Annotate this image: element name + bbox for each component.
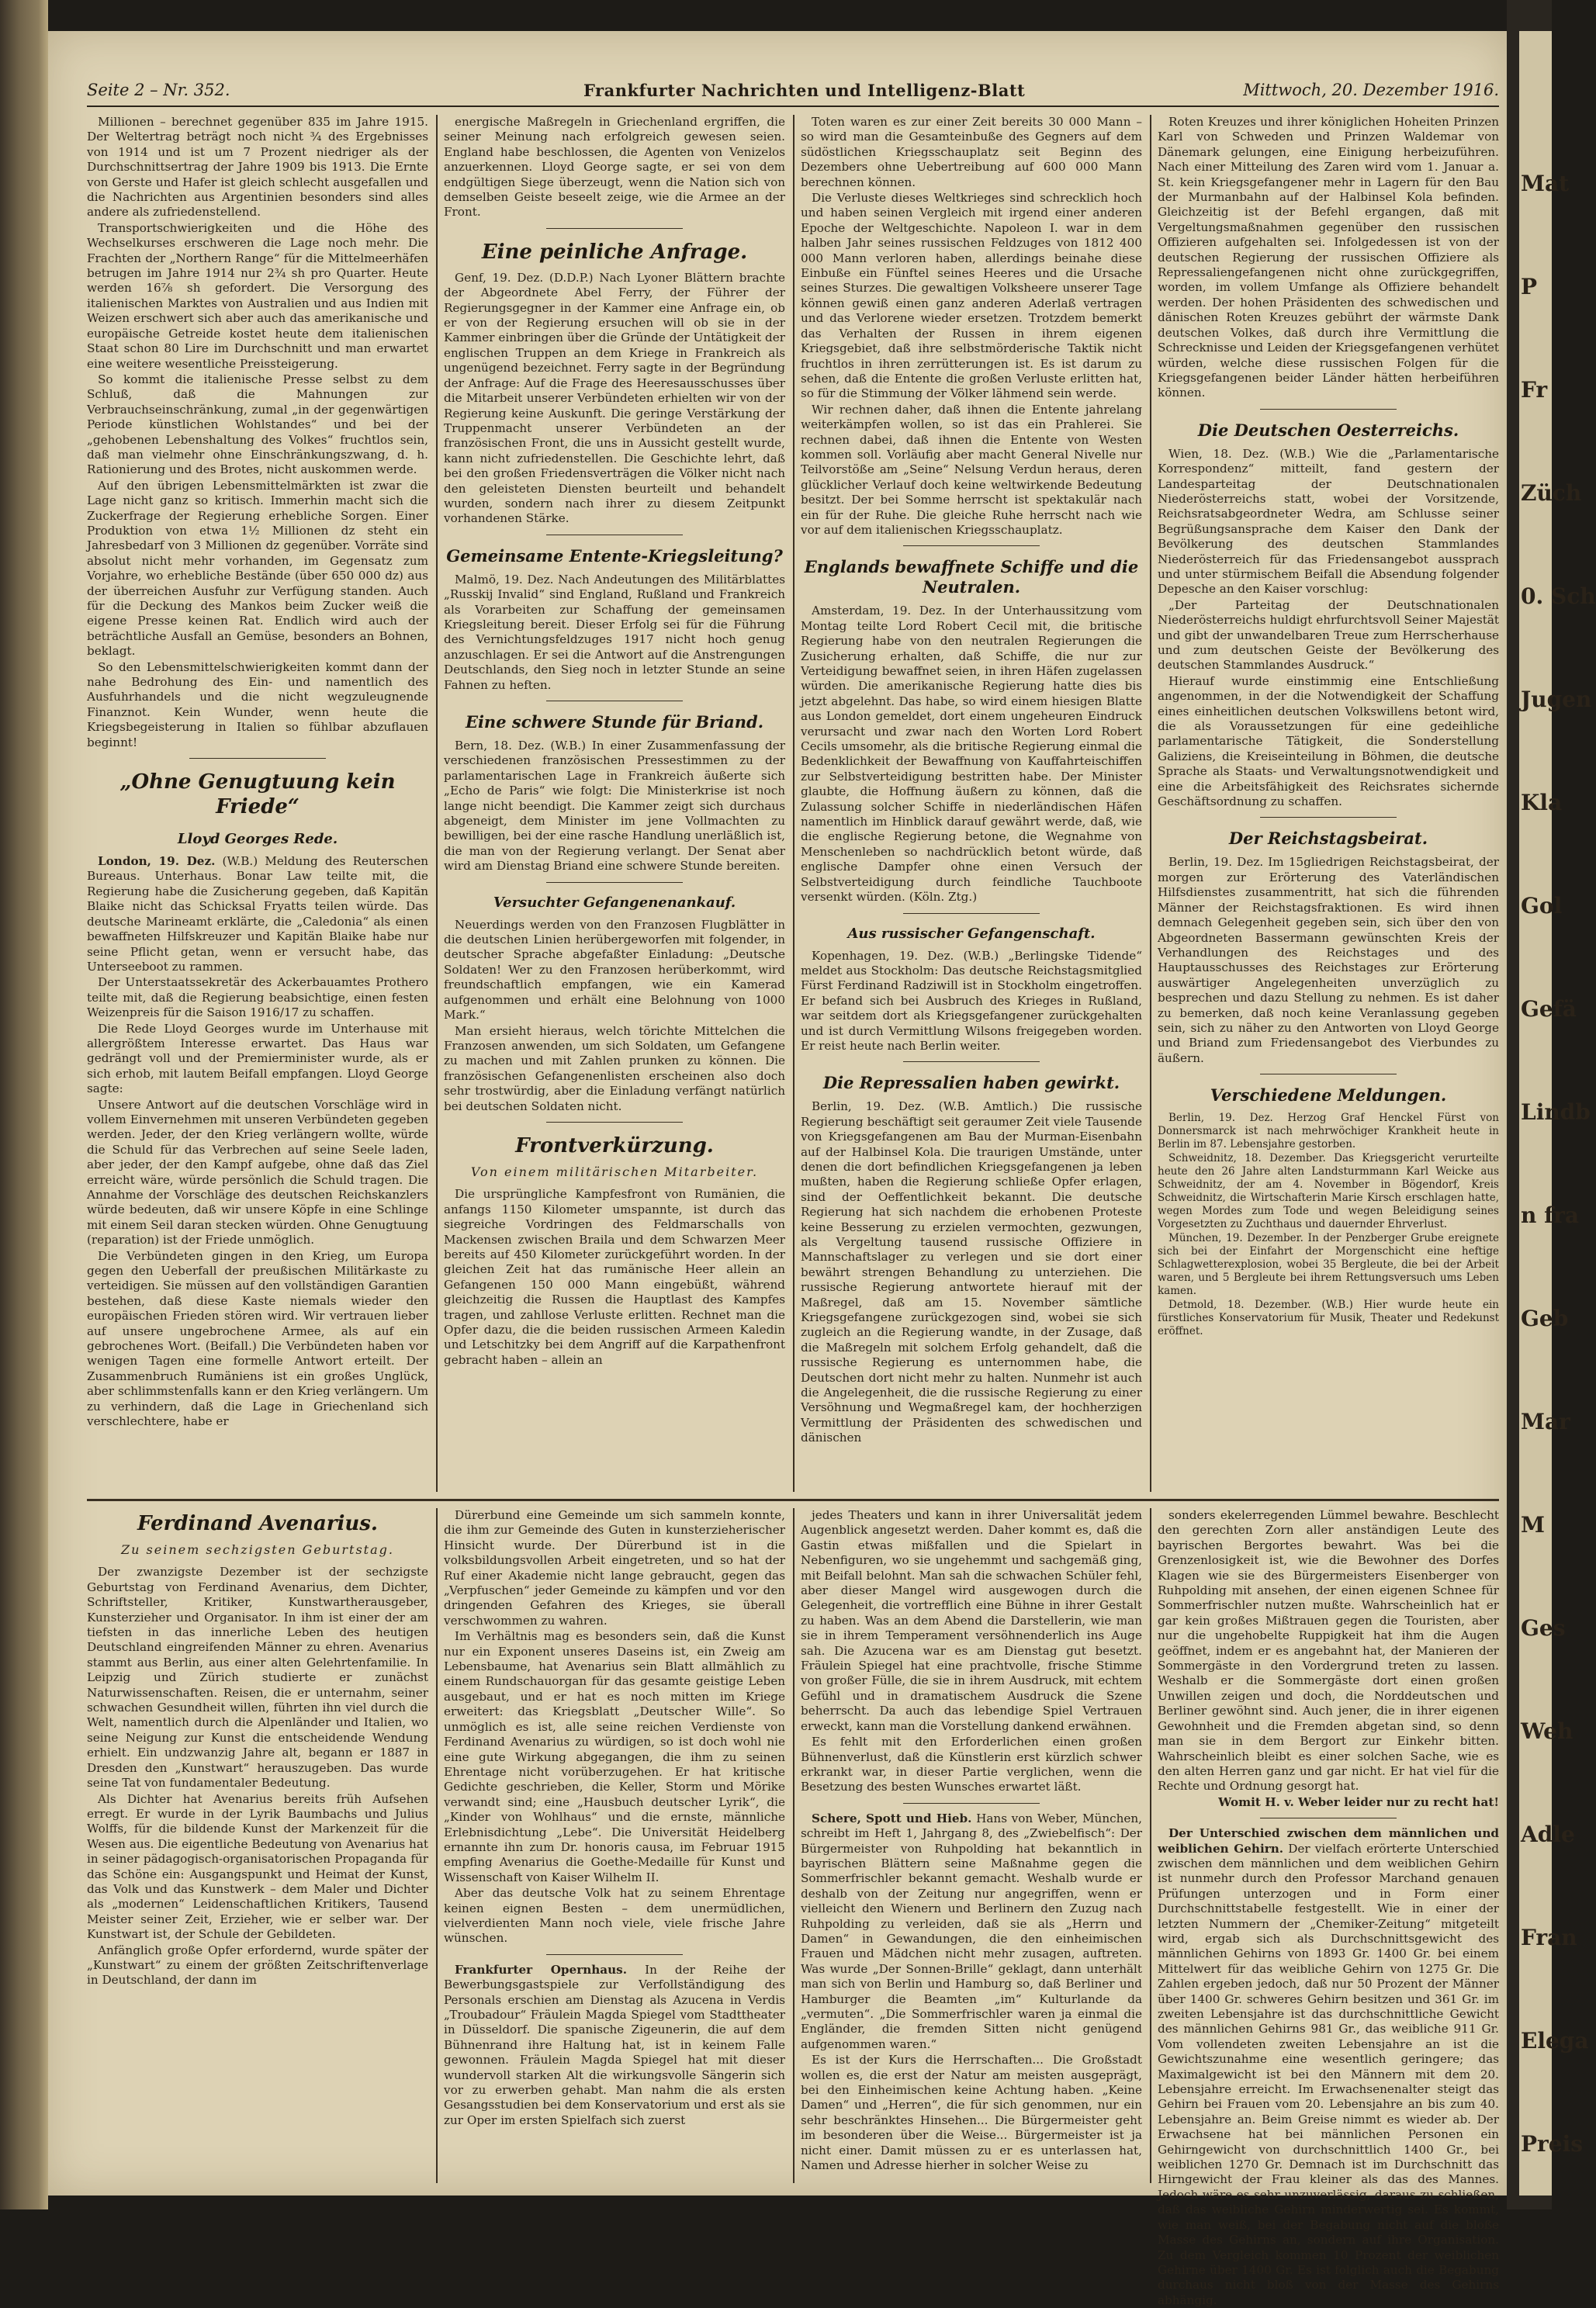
news-brief: München, 19. Dezember. In der Penzberger Grube ereignete sich bei der Einfahrt der Morgenschicht eine heftige Schlagwetterexplosion, wobei 35 Bergleute, die bei der Arbeit waren, und 5 Bergleute bei ihrem Rettungsversuch ums Leben kamen. [1158,1232,1499,1298]
headline-briand: Eine schwere Stunde für Briand. [465,712,764,732]
adjacent-page-text: P [1521,274,1538,299]
feuilleton-column-1 [87,1508,428,2183]
headline-entente: Gemeinsame Entente-Kriegsleitung? [446,545,783,566]
adjacent-page-text: n fra [1521,1202,1580,1228]
article-paragraph: Es fehlt mit den Erforderlichen einen großen Bühnenverlust, daß die Künstlerin erst kürzlich schwer erkrankt war, in dieser Partie verglichen, wenn die Besetzung des besten Wunsches erwartet läßt. [801,1735,1142,1794]
adjacent-page-fragment [1519,31,1596,2196]
article-paragraph: Im Verhältnis mag es besonders sein, daß die Kunst nur ein Exponent unseres Daseins ist, ein Zweig am Lebensbaume, hat Avenarius sein Blatt allmählich zu einem Rundschauorgan für das gesamte geistige Leben ausgebaut, und er hat es noch mitten im Kriege erweitert: das Kriegsblatt „Deutscher Wille“. So unmöglich es ist, alle seine reichen Verdienste von Ferdinand Avenarius zu würdigen, so ist doch wohl nie eine gute Wirkung abgegangen, die ihm zu seinen Ehrentage nicht vorüberzugehen. Er hat kritische Gedichte geschrieben, die Keller, Storm und Mörike verwandt sind; eine „Hausbuch deutscher Lyrik“, die „Kinder von Wohlhaus“ und die ernste, männliche Erlebnisdichtung „Lebe“. Die Universität Heidelberg ernannte ihn zum Dr. honoris causa, im Februar 1915 empfing Avenarius die Goethe-Medaille für Kunst und Wissenschaft von Kaiser Wilhelm II. [444,1629,785,1884]
news-brief: Berlin, 19. Dez. Herzog Graf Henckel Fürst von Donnersmarck ist nach mehrwöchiger Krankheit heute in Berlin im 87. Lebensjahre gestorben. [1158,1112,1499,1151]
section-divider [189,758,326,759]
left-binding-edge [0,0,48,2209]
adjacent-page-text: Preis [1521,2131,1584,2157]
article-paragraph: Millionen – berechnet gegenüber 835 im Jahre 1915. Der Weltertrag beträgt noch nicht ¾ des Ergebnisses von 1914 und ist um 7 Prozent niedriger als der Durchschnittsertrag der Jahre 1909 bis 1913. Die Ernte von Gerste und Hafer ist gleich schlecht ausgefallen und die Nachrichten aus Argentinien besonders sind alles andere als zufriedenstellend. [87,115,428,220]
article-paragraph: Aber das deutsche Volk hat zu seinem Ehrentage keinen eignen Besten – dem unermüdlichen, vielverdienten Mann noch viele, viele frische Jahre wünschen. [444,1886,785,1946]
section-divider [1260,409,1397,410]
headline-verschiedene-meldungen: Verschiedene Meldungen. [1210,1085,1447,1106]
section-divider [903,913,1040,914]
column-rule [793,115,795,1492]
section-divider [903,1061,1040,1062]
article-paragraph: Transportschwierigkeiten und die Höhe des Wechselkurses erschweren die Lage noch mehr. Die Frachten der „Northern Range“ für die Mittelmeerhäfen betrugen im Jahre 1914 nur 2¾ sh pro Quarter. Heute werden 16⅞ sh gefordert. Die Versorgung des italienischen Marktes von Australien und aus Indien mit Weizen erschwert sich aber auch das amerikanische und europäische Getreide kostet heute dem italienischen Staat schon 80 Lire im Durchschnitt und man erwartet eine weitere wesentliche Preissteigerung. [87,220,428,371]
adjacent-page-text: Züch [1521,480,1582,506]
article-paragraph: Auf den übrigen Lebensmittelmärkten ist zwar die Lage nicht ganz so kritisch. Immerhin macht sich die Zuckerfrage der Regierung erhebliche Sorgen. Einer Produktion von etwa 1½ Millionen dz steht ein Jahresbedarf von 3 Millionen dz gegenüber. Vorräte sind absolut nicht mehr vorhanden, im Gegensatz zum Vorjahre, wo erhebliche Bestände (über 650 000 dz) aus der überreichen Ausfuhr zur Verfügung standen. Auch für die Deckung des Mankos beim Zucker weiß die eigene Presse keinen Rat. Endlich wird auch der beträchtliche Ausfall an Gemüse, besonders an Bohnen, beklagt. [87,478,428,659]
section-divider [546,1122,683,1123]
article-paragraph: Schere, Spott und Hieb. Hans von Weber, München, schreibt im Heft 1, Jahrgang 8, des „Zwiebelfisch“: Der Bürgermeister von Ruhpolding hat bekanntlich in bayrischen Blättern seine Maßnahme gegen die Sommerfrischler bekannt gemacht. Weshalb wurde er deshalb von der Zeitung nur angegriffen, wenn er vielleicht den Wienern und Berlinern den Zuzug nach Ruhpolding zu verleiden, daß sie als „Herrn und Damen“ in Gewandungen, die den einheimischen Frauen und Mädchen nicht mehr zusagen, auftreten. Was wurde „Der Sonnen-Brille“ geklagt, dann unterhält man sich von Berlin und Hamburg so, daß Berliner und Hamburger die Beamten „im“ Kulturlande da „vermuten“. „Die Sommerfrischler waren ja einmal die Engländer, die fremden Sitten nicht genügend aufgenommen waren.“ [801,1811,1143,2051]
article-paragraph: sonders ekelerregenden Lümmel bewahre. Beschlecht den gerechten Zorn aller anständigen Leute des bayrischen Bergortes bewahrt. Was bei die Grenzenlosigkeit ist, wie die Bewohner des Dorfes Klagen wie sie des Bürgermeisters Eisenberger von Ruhpolding mit ansehen, der einen eigenen Schnee für Sommerfrischler nutzen mußte. Wahrscheinlich hat er gar kein großes Mißtrauen gegen die Touristen, aber nur die ungehobelte Ruppigkeit hat ihm die Augen geöffnet, indem er es angebahnt hat, der Manieren der Sommergäste in den Vordergrund treten zu lassen. Weshalb er die Sommergäste dort einen großen Unwillen zeigen und doch, die Norddeutschen und Berliner gewöhnt sind. Auch jener, die in ihrer eigenen Gewohnheit und die Fremden abgetan sind, so denn man sie in dem Bergort zur Einkehr bitten. Wahrscheinlich bleibt es einer solchen Sache, wie es den alten Herren ganz und gar nicht. Er hat viel für die Rechte und Ordnung gesorgt hat. [1158,1508,1499,1794]
article-paragraph: Malmö, 19. Dez. Nach Andeutungen des Militärblattes „Russkij Invalid“ sind England, Rußland und Frankreich als Vorarbeiten zur Schaffung der gemeinsamen Kriegsleitung bereit. Dieser Erfolg sei für die Führung des Vernichtungsfeldzuges 1917 nicht hoch genug anzuschlagen. Er sei die Antwort auf die Anstrengungen Deutschlands, den Sieg noch in letzter Stunde an seine Fahnen zu heften. [444,572,785,692]
adjacent-page-text: Gol [1521,893,1563,919]
article-paragraph: Anfänglich große Opfer erfordernd, wurde später der „Kunstwart“ zu einem der größten Zeitschriftenverlage in Deutschland, der dann im [87,1943,428,1988]
article-paragraph: Toten waren es zur einer Zeit bereits 30 000 Mann – so wird man die Gesamteinbuße des Gegners auf dem südöstlichen Kriegsschauplatz seit Beginn des Dezembers ohne Uebertreibung auf 600 000 Mann berechnen können. [801,115,1142,189]
page-number: Seite 2 – Nr. 352. [87,81,230,99]
adjacent-page-text: Weh [1521,1718,1573,1744]
adjacent-page-text: Geb [1521,1306,1569,1331]
adjacent-page-text: Mat [1521,171,1570,196]
article-paragraph: So den Lebensmittelschwierigkeiten kommt dann der nahe Bedrohung des Ein- und namentlich des Ausfuhrhandels und die nicht wegzuleugnende Finanznot. Kein Wunder, wenn heute die Kriegsbegeisterung in Italien so fühlbar abzuflauen beginnt! [87,659,428,749]
article-paragraph: Berlin, 19. Dez. Im 15gliedrigen Reichstagsbeirat, der morgen zur Erörterung des Vaterländischen Hilfsdienstes zusammentritt, hat sich die führenden Männer der Reichstagsfraktionen. Es wird ihnen demnach Gelegenheit gegeben sein, sich über den von Abgeordneten Bassermann gewünschten Kreis der Verhandlungen des Reichstages und des Hauptausschusses des Reichstages zur Erörterung auswärtiger Angelegenheiten unverzüglich zu besprechen und dazu Stellung zu nehmen. Es ist daher zu bemerken, daß noch keine Veranlassung gegeben sein, sich zu näher zu den Antworten von Lloyd George und Briand zum Friedensangebot des Vierbundes zu äußern. [1158,855,1499,1065]
column-rule [436,115,438,1492]
article-paragraph: Berlin, 19. Dez. (W.B. Amtlich.) Die russische Regierung beschäftigt seit geraumer Zeit viele Tausende von Kriegsgefangenen am Bau der Murman-Eisenbahn auf der Halbinsel Kola. Die traurigen Umstände, unter denen die dort befindlichen Kriegsgefangenen ja leben mußten, haben die Regierung schließe Opfer erlagen, sind der Oeffentlichkeit bekannt. Die deutsche Regierung hat sich nachdem die erhobenen Proteste keine Besserung zu erzielen vermochten, gezwungen, als Vergeltung tausend russische Offiziere in Mannschaftslager zu verlegen und sie dort einer bewährt strengen Behandlung zu unterziehen. Die russische Regierung antwortete hierauf mit der Maßregel, daß am 15. November sämtliche Kriegsgefangene zurückgezogen sind, wobei sie sich zugleich an die Regierung wandte, in der Zusage, daß die Maßregeln mit solchem Erfolg gehandelt, daß die russische Regierung es unternommen habe, die Deutschen dort nicht mehr zu halten. Nunmehr ist auch die Angelegenheit, die die russische Regierung zu einer Versöhnung und Wegmaßregel kam, der hochherzigen Vermittlung der Präsidenten des schwedischen und dänischen [801,1099,1142,1445]
subheadline: Zu seinem sechzigsten Geburtstag. [121,1542,394,1557]
article-paragraph: Der zwanzigste Dezember ist der sechzigste Geburtstag von Ferdinand Avenarius, dem Dichter, Schriftsteller, Kritiker, Kunstwartherausgeber, Kunsterzieher und Organisator. In ihm ist einer der am tiefsten in das innerliche Leben des heutigen Deutschland eingreifenden Männer zu ehren. Avenarius stammt aus Berlin, aus einer alten Gelehrtenfamilie. In Leipzig und Zürich studierte er zunächst Naturwissenschaften. Reisen, die er unternahm, seiner schwachen Gesundheit willen, führten ihn viel durch die Welt, namentlich durch die Alpenländer und Italien, wo seine Neigung zur Kunst die entscheidende Wendung erhielt. Ein undzwanzig Jahre alt, begann er 1887 in Dresden den „Kunstwart“ herauszugeben. Das wurde seine Tat von fundamentaler Bedeutung. [87,1565,428,1791]
section-title: Frankfurter Opernhaus. [455,1962,628,1977]
article-paragraph: Als Dichter hat Avenarius bereits früh Aufsehen erregt. Er wurde in der Lyrik Baumbachs und Julius Wolffs, für die bildende Kunst der Markenzeit für die Wesen aus. Die eigentliche Bedeutung von Avenarius hat in seiner pädagogisch-organisatorischen Propaganda für das Schöne ein: Ausgangspunkt und Heimat der Kunst, das Volk und das Kunstwerk – dem Maler und Dichter als „modernen“ Leidenschaftlichen Kritikers, Tausend Meister seiner Zeit, Erzieher, wie er selber war. Der Kunstwart ist, der Schule der Gebildeten. [87,1791,428,1942]
adjacent-page-text: Elega [1521,2028,1589,2054]
section-divider [546,1954,683,1955]
article-paragraph: Der Unterstaatssekretär des Ackerbauamtes Prothero teilte mit, daß die Regierung beabsichtige, einen festen Weizenpreis für die Saison 1916/17 zu schaffen. [87,975,428,1020]
column-rule [793,1508,795,2183]
adjacent-page-text: Mar [1521,1409,1570,1434]
issue-date: Mittwoch, 20. Dezember 1916. [1243,81,1499,99]
article-paragraph: Dürerbund eine Gemeinde um sich sammeln konnte, die ihm zur Gemeinde des Guten in kunsterzieherischer Hinsicht wurde. Der Dürerbund ist in die volksbildungsvollen Arbeit eingetreten, und so hat der Ruf einer Akademie nicht lange gebraucht, gegen das „Verpfuschen“ jeder Gemeinde zu kämpfen und vor den dringenden Gefahren des Krieges, sie überall verschwommen zu wahren. [444,1508,785,1628]
headline-frontverkuerzung: Frontverkürzung. [515,1133,714,1157]
adjacent-page-text: Ges [1521,1615,1566,1641]
article-paragraph: jedes Theaters und kann in ihrer Universalität jedem Augenblick angesetzt werden. Daher kommt es, daß die Gastin etwas mißfallen und die Spielart in Nebenfiguren, wo sie ungehemmt und sachgemäß ging, mit Beifall belohnt. Man sah die schwachen Schüler fehl, aber dieser Mangel wird ausgewogen durch die Gelegenheit, die vortrefflich eine Bühne in ihrer Gestalt zu haben. Was an dem Abend die Darstellerin, wie man sie in ihrem Temperament versöhnenderlich ins Auge sah. Die Azucena war es am Dienstag gut besetzt. Fräulein Spiegel hat eine prachtvolle, frische Stimme von großer Fülle, die sie in ihrem Ausdruck, mit echtem Gefühl und in dramatischem Ausdruck die Szene beherrscht. Da auch das lebendige Spiel Vertrauen erweckt, kann man die Vorstellung dankend erwähnen. [801,1508,1143,1733]
news-brief: Schweidnitz, 18. Dezember. Das Kriegsgericht verurteilte heute den 26 Jahre alten Landsturmmann Karl Weicke aus Schweidnitz, der am 4. November in Bögendorf, Kreis Schweidnitz, die Wirtschafterin Marie Kirsch erschlagen hatte, wegen Mordes zum Tode und wegen Beleidigung seines Vorgesetzten zu Zuchthaus und dauernder Ehrverlust. [1158,1152,1499,1231]
article-paragraph: Der Unterschied zwischen dem männlichen und weiblichen Gehirn. Der vielfach erörterte Unterschied zwischen dem männlichen und dem weiblichen Gehirn ist nunmehr durch den Professor Marchand genauen Prüfungen unterzogen und in Form einer Durchschnittstabelle festgestellt. Wie in einer der letzten Nummern der „Chemiker-Zeitung“ mitgeteilt wird, ergab sich als Durchschnittsgewicht des männlichen Gehirns von 1893 Gr. 1400 Gr. bei einem Mittelwert für das weibliche Gehirn von 1275 Gr. Die Zahlen ergeben jedoch, daß nur 50 Prozent der Männer über 1400 Gr. schweres Gehirn besitzen und 361 Gr. im zweiten Lebensjahre ist das durchschnittliche Gewicht des männlichen Gehirns 981 Gr., das weibliche 911 Gr. Vom vollendeten zweiten Lebensjahre an ist die Gewichtszunahme eine wesentlich geringere; das Maximalgewicht ist bei den Männern mit dem 20. Lebensjahre erreicht. Im Erwachsenenalter steigt das Gehirn bei Frauen vom 20. Lebensjahre an bis zum 40. Lebensjahre an. Beim Greise nimmt es wieder ab. Der Erwachsene hat bei männlichen Personen ein Gehirngewicht von durchschnittlich 1400 Gr., bei weiblichen 1270 Gr. Demnach ist im Durchschnitt das Hirngewicht der Frau kleiner als das des Mannes. Jedoch wäre es sehr unzuverlässig, daraus zu schließen, daß das weibliche Gehirn minderwertig sei. Es kommt, wie man weiß, bei der Begabung nicht auf die bloße Masse des Gehirns an, sondern auf ihre Organisation. Zu dem Vergleich kommen 10 Prozent der weiblichen Gehirne über 1400 Gr. Es ist folglich auch die Begabung durchaus nicht bloß von der Masse des Gehirns abhängig. [1158,1826,1499,2307]
section-divider [903,545,1040,546]
article-paragraph: Frankfurter Opernhaus. In der Reihe der Bewerbungsgastspiele zur Verfollständigung des Personals erschien am Dienstag als Azucena in Verdis „Troubadour“ Fräulein Magda Spiegel vom Stadttheater in Düsseldorf. Die spanische Zigeunerin, die auf dem Bühnenrand ihre Haltung hat, ist in keinem Falle gewonnen. Fräulein Magda Spiegel hat mit dieser wundervoll starken Alt die wirkungsvolle Sängerin sich vor zu erwerben gehabt. Man nahm die als ersten Gesangsstudien bei dem Konservatorium und erst als sie zur Oper im ersten Spielfach sich zuerst [444,1962,785,2127]
article-paragraph: Man ersieht hieraus, welch törichte Mittelchen die Franzosen anwenden, um sich Soldaten, um Gefangene zu machen und mit Zahlen prunken zu können. Die französischen Gefangenenlisten erscheinen also doch sehr trostwürdig, aber die Einladung verfängt natürlich bei deutschen Soldaten nicht. [444,1023,785,1113]
feuilleton-column-2 [444,1508,785,2183]
closing-remark: Womit H. v. Weber leider nur zu recht hat! [1218,1794,1499,1809]
section-divider [1260,817,1397,818]
article-paragraph: Kopenhagen, 19. Dez. (W.B.) „Berlingske Tidende“ meldet aus Stockholm: Das deutsche Reichstagsmitglied Fürst Ferdinand Radziwill ist in Stockholm eingetroffen. Er befand sich bei Ausbruch des Krieges in Rußland, war seitdem dort als Kriegsgefangener zurückgehalten und ist durch Vermittlung Wilsons freigegeben worden. Er reist heute nach Berlin weiter. [801,948,1142,1053]
headline-lloyd-george: „Ohne Genugtuung kein Friede“ [119,770,396,819]
headline-reichstagsbeirat: Der Reichstagsbeirat. [1228,829,1428,849]
article-paragraph: Die Rede Lloyd Georges wurde im Unterhause mit allergrößtem Interesse erwartet. Das Haus war gedrängt voll und der Premierminister wurde, als er sich erhob, mit lautem Beifall empfangen. Lloyd George sagte: [87,1021,428,1096]
article-paragraph: Neuerdings werden von den Franzosen Flugblätter in die deutschen Linien herübergeworfen mit folgender, in deutscher Sprache abgefaßter Einladung: „Deutsche Soldaten! Wer zu den Franzosen herüberkommt, wird freundschaftlich empfangen, wie ein Kamerad aufgenommen und erhält eine Belohnung von 1000 Mark.“ [444,917,785,1023]
article-paragraph: Die Verluste dieses Weltkrieges sind schrecklich hoch und haben seinen Vergleich mit irgend einer anderen Epoche der Weltgeschichte. Napoleon I. war in dem halben Jahr seines russischen Feldzuges von 1812 400 000 Mann verloren haben, allerdings beinahe diese Einbuße ein Fünftel seines Heeres und die Ursache seines Sturzes. Die gewaltigen Volksheere unserer Tage können gewiß einen ganz anderen Aderlaß vertragen und das Verlorene wieder ersetzen. Trotzdem bemerkt das Verhalten der Russen in ihrem eigenen Kriegsgebiet, daß ihre selbstmörderische Taktik nicht fruchtlos in ihren zerrütterungen ist. Es ist darum zu sehen, daß die Entente die großen Verluste erlitten hat, so für die Stimmung der Völker lähmend sein werde. [801,191,1142,401]
adjacent-page-text: M [1521,1512,1545,1538]
article-paragraph: Wir rechnen daher, daß ihnen die Entente jahrelang weiterkämpfen wollen, so ist das ein Prahlerei. Sie rechnen dabei, daß ihnen die Entente von Westen kommen soll. Vorläufig aber macht General Nivelle nur Teilvorstöße am „Seine“ Nelsung Verdun heraus, deren glücklicher Verlauf doch keine weltwirkende Bedeutung besitzt. Der bei Somme herrscht ist spektakulär nach ein für der Ruhe. Die gleiche Ruhe herrscht nach wie vor auf dem italienischen Kriegsschauplatz. [801,402,1142,537]
feuilleton-divider [87,1499,1499,1501]
column-2 [444,115,785,1492]
article-paragraph: Amsterdam, 19. Dez. In der Unterhaussitzung vom Montag teilte Lord Robert Cecil mit, die britische Regierung habe von den neutralen Regierungen die Zusicherung erhalten, daß Schiffe, die nur zur Verteidigung bewaffnet seien, in ihren Häfen zugelassen würden. Die amerikanische Regierung hatte dies bis jetzt abgelehnt. Das habe, so wird einem hiesigen Blatte aus London gemeldet, dort einem ungeheuren Eindruck verursacht und zwar nach den Worten Lord Robert Cecils umsomehr, als die britische Regierung einmal die Bedenklichkeit der Bewaffnung von Kauffahrteischiffen zur Selbstverteidigung bestritten habe. Der Minister glaubte, die Hoffnung äußern zu können, daß die Zulassung solcher Schiffe in niederländischen Häfen namentlich im Hinblick darauf gewährt werde, daß, wie die englische Regierung betone, die Wegnahme von Menschenleben so nachdrücklich betont würde, daß englische Dampfer ohne einen Versuch der Selbstverteidigung durch feindliche Tauchboote versenkt würden. (Köln. Ztg.) [801,604,1142,905]
article-paragraph: Roten Kreuzes und ihrer königlichen Hoheiten Prinzen Karl von Schweden und Prinzen Waldemar von Dänemark gelungen, eine Einigung herbeizuführen. Nach einer Mitteilung des Zaren wird vom 1. Januar a. St. kein Kriegsgefangener mehr in Lagern für den Bau der Murmanbahn auf der Halbinsel Kola befinden. Gleichzeitig ist der Befehl ergangen, daß mit Vergeltungsmaßnahmen gegenüber den russischen Offizieren aufgehalten sei. Infolgedessen ist von der deutschen Regierung der russischen Offiziere als Repressaliengefangenen nicht ohne zurückgegriffen, worden, im vollem Umfange als Offiziere behandelt werden. Der hohen Präsidenten des schwedischen und dänischen Roten Kreuzes gebührt der wärmste Dank deutschen Volkes, daß durch ihre Vermittlung die Schrecknisse und Leiden der Kriegsgefangenen verhütet würden, welche diese russischen Folgen für die Kriegsgefangenen beider Länder hätten herbeiführen können. [1158,115,1499,400]
adjacent-page-text: 0. Sch [1521,583,1596,609]
headline-avenarius: Ferdinand Avenarius. [137,1512,378,1535]
news-brief: Detmold, 18. Dezember. (W.B.) Hier wurde heute ein fürstliches Konservatorium für Musik, Theater und Redekunst eröffnet. [1158,1299,1499,1338]
article-paragraph: Bern, 18. Dez. (W.B.) In einer Zusammenfassung der verschiedenen französischen Pressestimmen zu der parlamentarischen Lage in Frankreich äußerte sich „Echo de Paris“ wie folgt: Die Ministerkrise ist noch lange nicht beendigt. Die Kammer zeigt sich durchaus abgeneigt, dem Minister im jene Vollmachten zu bewilligen, bei der eine rasche Handlung unerläßlich ist, die man von der Regierung verlangt. Der Senat aber wird am Dienstag Briand eine schwere Stunde bereiten. [444,739,785,874]
section-divider [546,882,683,883]
section-divider [903,1803,1040,1804]
article-paragraph: Genf, 19. Dez. (D.D.P.) Nach Lyoner Blättern brachte der Abgeordnete Abel Ferry, der Führer der Regierungsgegner in der Kammer eine Anfrage ein, ob er von der Regierung ersuchen will ob sie in der Kammer einbringen über die Gründe der Untätigkeit der englischen Truppen an dem Kriege in Frankreich als ungenügend bezeichnet. Ferry sagte in der Begründung der Anfrage: Auf die Frage des Heeresausschusses über die Mitarbeit unserer Verbündeten erhielten wir von der Regierung keine Auskunft. Die geringe Verstärkung der Truppenmacht unserer Verbündeten an der französischen Front, die uns in Aussicht gestellt wurde, kann nicht zufriedenstellen. Die Geschichte lehrt, daß bei den großen Friedensverträgen die Völker nicht nach den geleisteten Diensten beurteilt und behandelt wurden, sondern nach ihrer zu diesem Zeitpunkt vorhandenen Stärke. [444,270,785,526]
masthead-title: Frankfurter Nachrichten und Intelligenz-Blatt [583,81,1026,100]
adjacent-page-text: Adle [1521,1822,1575,1847]
section-title: Der Unterschied zwischen dem männlichen und weiblichen Gehirn. [1158,1826,1499,1856]
article-paragraph: London, 19. Dez. (W.B.) Meldung des Reuterschen Bureaus. Unterhaus. Bonar Law teilte mit, die Regierung habe die Zusicherung gegeben, daß Kapitän Blaike nicht das Schicksal Fryatts teilen würde. Das deutsche Marineamt erklärte, die „Caledonia“ als einen bewaffneten Hilfskreuzer und Kapitän Blaike habe nur seine Pflicht getan, wenn er versucht habe, das Unterseeboot zu rammen. [87,854,428,974]
column-rule [436,1508,438,2183]
article-paragraph: Die Verbündeten gingen in den Krieg, um Europa gegen den Ueberfall der preußischen Militärkaste zu verteidigen. Sie müssen auf den vollständigen Garantien bestehen, daß diese Kaste niemals wieder den europäischen Frieden stören wird. Wir vertrauen lieber auf unsere ungebrochene Armee, als auf ein gebrochenes Wort. (Beifall.) Die Verbündeten haben vor wenigen Tagen eine formelle Antwort erteilt. Der Zusammenbruch Rumäniens ist ein großes Unglück, aber schlimmstenfalls kann er den Krieg verlängern. Um zu verhindern, daß die Lage in Griechenland sich verschlechtere, habe er [87,1248,428,1429]
headline-anfrage: Eine peinliche Anfrage. [481,240,748,264]
byline: Von einem militärischen Mitarbeiter. [470,1164,759,1179]
section-title: Schere, Spott und Hieb. [812,1811,972,1825]
article-paragraph: Unsere Antwort auf die deutschen Vorschläge wird in vollem Einvernehmen mit unseren Verbündeten gegeben werden. Jeder, der den Krieg verlängern wollte, würde die Schuld für das Verbrechen auf seine Seele laden, aber jeder, der den Kampf aufgebe, ohne daß das Ziel erreicht wäre, würde persönlich die Schuld tragen. Die Annahme der Vorschläge des deutschen Reichskanzlers würde bedeuten, daß wir unsere Köpfe in eine Schlinge mit einem Seil daran stecken würden. Ohne Genugtuung (reparation) ist der Friede unmöglich. [87,1097,428,1247]
article-paragraph: Wien, 18. Dez. (W.B.) Wie die „Parlamentarische Korrespondenz“ mitteilt, fand gestern der Landesparteitag der Deutschnationalen Niederösterreichs statt, wobei der Vorsitzende, Reichsratsabgeordneter Wedra, am Schlusse seiner Begrüßungsansprache dem Kaiser den Dank der Bevölkerung des deutschen Stammlandes Niederösterreich für das Friedensangebot aussprach und unter stürmischem Beifall die Absendung folgender Depesche an den Kaiser vorschlug: [1158,446,1499,597]
feuilleton-column-3 [801,1508,1142,2183]
section-divider [546,228,683,229]
column-rule [1150,1508,1151,2183]
article-paragraph: „Der Parteitag der Deutschnationalen Niederösterreichs huldigt ehrfurchtsvoll Seiner Majestät und gibt der unwandelbaren Treue zum Herrscherhause und zum deutschen Geiste der Bevölkerung des deutschen Stammlandes Ausdruck.“ [1158,597,1499,673]
adjacent-page-text: Fr [1521,377,1548,403]
headline-englands-schiffe: Englands bewaffnete Schiffe und die Neutralen. [804,557,1139,597]
adjacent-page-text: Gefä [1521,996,1577,1022]
adjacent-page-text: Fran [1521,1925,1577,1950]
column-4 [1158,115,1499,1492]
running-header [87,78,1499,107]
article-paragraph: So kommt die italienische Presse selbst zu dem Schluß, daß die Mahnungen zur Verbrauchseinschränkung, zumal „in der gegenwärtigen Periode künstlichen Wohlstandes“ und bei der „gehobenen Lebenshaltung des Volkes“ fruchtlos sein, daß man vielmehr ohne Einschränkungszwang, d. h. Rationierung und des Brotes, nicht auskommen werde. [87,372,428,477]
headline-gefangenenankauf: Versuchter Gefangenenankauf. [493,894,736,911]
article-paragraph: Es ist der Kurs die Herrschaften... Die Großstadt wollen es, die erst der Natur am meisten ausgeprägt, bei den Einheimischen keine Achtung haben. „Keine Damen“ und „Herren“, die für sich genommen, nur ein sehr beschränktes Hinsehen... Die Bürgermeister geht im besonderen über die Weise... Bürgermeister ist ja nicht einer. Damit müssen zu er es unterlassen hat, Namen und Adresse hierher in solcher Weise zu [801,2053,1142,2173]
feuilleton-column-4 [1158,1508,1499,2307]
article-paragraph: Hierauf wurde einstimmig eine Entschließung angenommen, in der die Notwendigkeit der Schaffung eines einheitlichen deutschen Volkswillens betont wird, die als Voraussetzungen für eine gedeihliche parlamentarische Tätigkeit, die Sonderstellung Galiziens, die Kreiseinteilung in Böhmen, die deutsche Sprache als Staats- und Verwaltungsnotwendigkeit und eine die Arbeitsfähigkeit des Reichsrates sichernde Geschäftsordnung zu schaffen. [1158,673,1499,809]
subheadline: Lloyd Georges Rede. [177,831,338,848]
headline-deutschen-oesterreichs: Die Deutschen Oesterreichs. [1197,420,1459,440]
adjacent-page-text: Kla [1521,790,1563,815]
newspaper-page [48,31,1507,2307]
headline-repressalien: Die Repressalien haben gewirkt. [822,1073,1120,1093]
dateline: London, 19. Dez. [98,854,216,869]
column-rule [1150,115,1151,1492]
article-paragraph: Die ursprüngliche Kampfesfront von Rumänien, die anfangs 1150 Kilometer umspannte, ist durch das siegreiche Vordringen des Feldmarschalls von Mackensen zwischen Braila und dem Schwarzen Meer bereits auf 450 Kilometer zurückgeführt worden. In der gleichen Zeit hat das rumänische Heer allein an Gefangenen 150 000 Mann eingebüßt, während gleichzeitig die Russen die Hauptlast des Kampfes tragen, und zahllose Verluste erlitten. Rechnet man die Opfer dazu, die die beiden russischen Armeen Kaledin und Letschitzky bei dem Angriff auf die Karpathenfront gebracht haben – allein an [444,1187,785,1367]
article-paragraph: energische Maßregeln in Griechenland ergriffen, die seiner Meinung nach erfolgreich gewesen seien. England habe beschlossen, die Agenten von Venizelos anzuerkennen. Lloyd George sagte, er sei von dem endgültigen Siege überzeugt, wenn die Nation sich von demselben Geiste beseelt zeige, wie die Armee an der Front. [444,115,785,220]
column-1 [87,115,428,1492]
adjacent-page-text: Lindb [1521,1099,1591,1125]
headline-gefangenschaft: Aus russischer Gefangenschaft. [847,925,1096,942]
column-3 [801,115,1142,1492]
adjacent-page-text: Jugen [1521,687,1592,712]
